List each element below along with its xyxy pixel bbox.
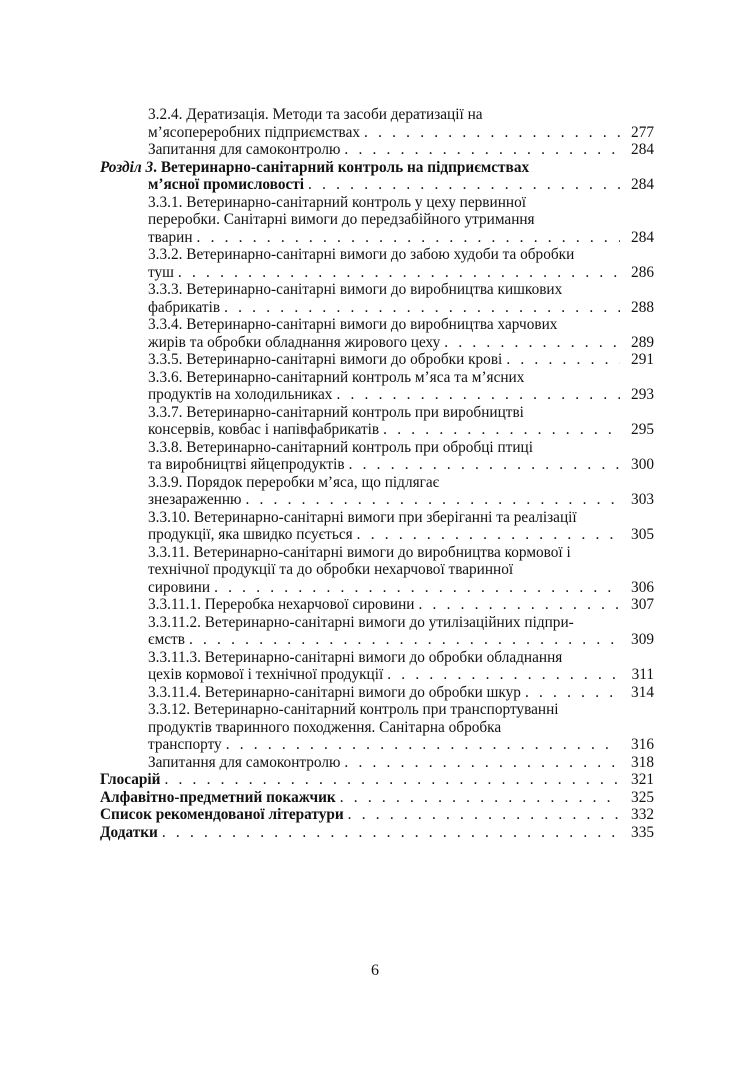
toc-entry-text: Глосарій [100, 771, 161, 788]
dot-leader [185, 631, 620, 649]
dot-leader [336, 789, 620, 807]
dot-leader [502, 351, 620, 369]
toc-entry-text: Список рекомендованої літератури [100, 806, 344, 823]
toc-page-number: 303 [631, 491, 654, 508]
toc-entry-text: 3.3.12. Ветеринарно-санітарний контроль при транспортуванні [148, 701, 559, 718]
toc-entry-text: цехів кормової і технічної продукції [148, 666, 384, 683]
toc-entry-3-3-6 [148, 369, 654, 404]
toc-entry-3-3-8 [148, 439, 654, 474]
toc-entry-text: Запитання для самоконтролю [148, 141, 341, 158]
toc-page-number: 284 [631, 141, 654, 158]
dot-leader [340, 141, 620, 159]
section-title-cont: м’ясної промисловості [148, 176, 305, 193]
toc-page-number: 316 [631, 736, 654, 753]
dot-leader [158, 824, 620, 842]
dot-leader [360, 124, 620, 142]
table-of-contents [0, 106, 750, 841]
dot-leader [241, 491, 620, 509]
dot-leader [414, 596, 620, 614]
toc-entry-text: Запитання для самоконтролю [148, 753, 341, 771]
toc-entry-text: Алфавітно-предметний покажчик [100, 788, 336, 806]
toc-entry-text: туш [148, 263, 174, 281]
toc-page-number: 335 [631, 823, 654, 841]
toc-entry-3-2-4 [148, 106, 654, 141]
toc-entry-text: продуктів тваринного походження. Санітарна обробка [148, 718, 502, 736]
dot-leader [193, 229, 620, 247]
toc-entry-3-3-11-3 [148, 649, 654, 684]
toc-entry-text: та виробництві яйцепродуктів [148, 456, 345, 473]
toc-entry-3-3-11-1 [148, 596, 654, 614]
toc-page-number: 277 [631, 123, 654, 141]
toc-entry-text: знезараженню [148, 491, 242, 508]
toc-page-number: 314 [631, 683, 654, 701]
toc-entry-text: 3.3.4. Ветеринарно-санітарні вимоги до виробництва харчових [148, 316, 558, 333]
dot-leader [379, 421, 620, 439]
toc-entry-text: консервів, ковбас і напівфабрикатів [148, 421, 380, 438]
toc-page-number: 318 [631, 753, 654, 771]
toc-page-number: 309 [631, 631, 654, 648]
dot-leader [340, 754, 620, 772]
toc-entry-3-3-7 [148, 404, 654, 439]
toc-page-number: 295 [631, 421, 654, 438]
dot-leader [222, 736, 620, 754]
dot-leader [440, 334, 620, 352]
toc-entry-3-3-12 [148, 701, 654, 754]
toc-entry-text: 3.3.11. Ветеринарно-санітарні вимоги до виробництва кормової і [148, 543, 571, 561]
toc-entry-3-3-5 [148, 351, 654, 369]
dot-leader [220, 299, 620, 317]
toc-entry-glossary [100, 771, 654, 789]
toc-entry-text: 3.3.1. Ветеринарно-санітарний контроль у цеху первинної [148, 193, 526, 211]
toc-entry-self-check-2 [148, 754, 654, 772]
toc-page-number: 306 [631, 578, 654, 596]
toc-entry-text: 3.3.6. Ветеринарно-санітарний контроль м’яса та м’ясних [148, 368, 525, 386]
toc-entry-text: ємств [148, 631, 185, 648]
toc-page-number: 300 [631, 456, 654, 473]
dot-leader [344, 806, 620, 824]
dot-leader [383, 666, 620, 684]
toc-entry-3-3-11-4 [148, 684, 654, 702]
toc-entry-text: 3.3.11.1. Переробка нехарчової сировини [148, 596, 415, 613]
toc-entry-text: 3.3.9. Порядок переробки м’яса, що підлягає [148, 473, 440, 491]
toc-entry-3-3-10 [148, 509, 654, 544]
toc-page-number: 289 [631, 333, 654, 351]
dot-leader [160, 771, 620, 789]
section-title: . Ветеринарно-санітарний контроль на підприємствах [153, 158, 530, 176]
dot-leader [174, 264, 620, 282]
toc-entry-text: 3.3.3. Ветеринарно-санітарні вимоги до виробництва кишкових [148, 281, 563, 298]
toc-section-3 [100, 159, 654, 194]
toc-entry-index [100, 789, 654, 807]
toc-entry-3-3-4 [148, 316, 654, 351]
dot-leader [304, 176, 620, 194]
toc-entry-self-check-1 [148, 141, 654, 159]
toc-entry-3-3-1 [148, 194, 654, 247]
dot-leader [210, 579, 620, 597]
toc-entry-text: 3.3.7. Ветеринарно-санітарний контроль при виробництві [148, 403, 524, 421]
dot-leader [521, 684, 620, 702]
toc-entry-text: 3.3.11.2. Ветеринарно-санітарні вимоги до утилізаційних підпри- [148, 613, 574, 631]
toc-entry-text: технічної продукції та до обробки нехарчової тваринної [148, 561, 514, 578]
toc-page-number: 307 [631, 596, 654, 613]
toc-page-number: 291 [631, 351, 654, 368]
toc-page-number: 305 [631, 526, 654, 543]
toc-entry-3-3-11 [148, 544, 654, 597]
dot-leader [353, 526, 620, 544]
toc-entry-text: сировини [148, 578, 211, 596]
page-number: 6 [371, 962, 379, 979]
dot-leader [345, 456, 620, 474]
toc-entry-text: жирів та обробки обладнання жирового цеху [148, 333, 441, 351]
toc-page-number: 325 [631, 788, 654, 806]
toc-entry-3-3-2 [148, 246, 654, 281]
toc-entry-3-3-11-2 [148, 614, 654, 649]
toc-page-number: 288 [631, 298, 654, 316]
toc-entry-3-3-9 [148, 474, 654, 509]
toc-page-number: 321 [631, 771, 654, 788]
toc-page-number: 284 [631, 228, 654, 246]
toc-page-number: 332 [631, 806, 654, 823]
toc-entry-text: продуктів на холодильниках [148, 386, 333, 403]
toc-entry-text: 3.3.5. Ветеринарно-санітарні вимоги до обробки крові [148, 351, 503, 368]
toc-entry-text: транспорту [148, 736, 222, 753]
toc-page-number: 293 [631, 386, 654, 403]
toc-page-number: 284 [631, 176, 654, 193]
toc-entry-text: 3.2.4. Дератизація. Методи та засоби дератизації на [148, 106, 483, 123]
toc-entry-text: 3.3.11.4. Ветеринарно-санітарні вимоги до обробки шкур [148, 683, 521, 701]
toc-entry-text: 3.3.10. Ветеринарно-санітарні вимоги при зберіганні та реалізації [148, 508, 577, 526]
toc-entry-text: тварин [148, 228, 193, 246]
dot-leader [332, 386, 620, 404]
toc-entry-text: переробки. Санітарні вимоги до передзабійного утримання [148, 211, 535, 228]
toc-entry-text: фабрикатів [148, 298, 221, 316]
section-prefix: Розділ 3 [100, 158, 154, 176]
toc-entry-3-3-3 [148, 281, 654, 316]
toc-entry-text: Додатки [100, 823, 158, 841]
toc-entry-appendices [100, 824, 654, 842]
toc-page-number: 286 [631, 263, 654, 281]
toc-entry-text: 3.3.8. Ветеринарно-санітарний контроль при обробці птиці [148, 438, 533, 456]
toc-entry-text: продукції, яка швидко псується [148, 526, 353, 543]
toc-page-number: 311 [631, 666, 654, 683]
toc-entry-references [100, 806, 654, 824]
toc-entry-text: 3.3.2. Ветеринарно-санітарні вимоги до забою худоби та обробки [148, 246, 575, 263]
toc-entry-text: 3.3.11.3. Ветеринарно-санітарні вимоги до обробки обладнання [148, 648, 563, 666]
toc-entry-text: м’ясопереробних підприємствах [148, 123, 361, 141]
